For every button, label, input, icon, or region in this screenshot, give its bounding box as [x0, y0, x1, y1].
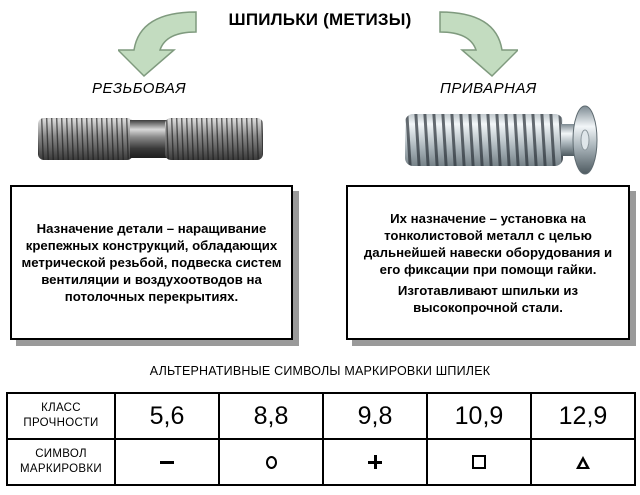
marking-symbol-row	[7, 439, 635, 485]
strength-class-cell: 12,9	[531, 393, 635, 439]
curved-arrow-right-icon	[438, 6, 518, 78]
welded-stud-label: ПРИВАРНАЯ	[440, 80, 537, 97]
marking-symbol-cell	[115, 439, 219, 485]
marking-table	[6, 392, 636, 486]
square-symbol-icon	[472, 455, 486, 469]
marking-table-title: АЛЬТЕРНАТИВНЫЕ СИМВОЛЫ МАРКИРОВКИ ШПИЛЕК	[149, 364, 491, 378]
strength-class-row	[7, 393, 635, 439]
threaded-stud-image	[30, 100, 270, 180]
marking-symbol-cell	[427, 439, 531, 485]
welded-stud-description-purpose: Их назначение – установка на тонколистовой металл с целью дальнейшей навески оборудования и его фиксации при помощи гайки.	[363, 210, 613, 277]
threaded-stud-label: РЕЗЬБОВАЯ	[92, 80, 187, 97]
marking-symbol-cell	[219, 439, 323, 485]
plus-symbol-icon	[368, 455, 382, 469]
welded-stud-description-box	[346, 185, 630, 340]
marking-symbol-cell	[531, 439, 635, 485]
dash-symbol-icon	[160, 461, 174, 464]
strength-class-cell: 8,8	[219, 393, 323, 439]
threaded-stud-description: Назначение детали – наращивание крепежных конструкций, обладающих метрической резьбой, подвеска систем вентиляции и воздухоотводов на потолочных перекрытиях.	[21, 221, 282, 304]
circle-symbol-icon	[266, 456, 277, 469]
threaded-stud-description-box	[10, 185, 293, 340]
strength-class-header: КЛАСС ПРОЧНОСТИ	[7, 393, 115, 439]
welded-stud-description-material: Изготавливают шпильки из высокопрочной стали.	[397, 282, 579, 315]
diagram-title: ШПИЛЬКИ (МЕТИЗЫ)	[228, 10, 412, 29]
strength-class-cell: 10,9	[427, 393, 531, 439]
marking-symbol-cell	[323, 439, 427, 485]
marking-symbol-header: СИМВОЛ МАРКИРОВКИ	[7, 439, 115, 485]
triangle-symbol-icon	[576, 456, 590, 469]
strength-class-cell: 5,6	[115, 393, 219, 439]
strength-class-cell: 9,8	[323, 393, 427, 439]
curved-arrow-left-icon	[118, 6, 198, 78]
welded-stud-image	[395, 100, 615, 180]
